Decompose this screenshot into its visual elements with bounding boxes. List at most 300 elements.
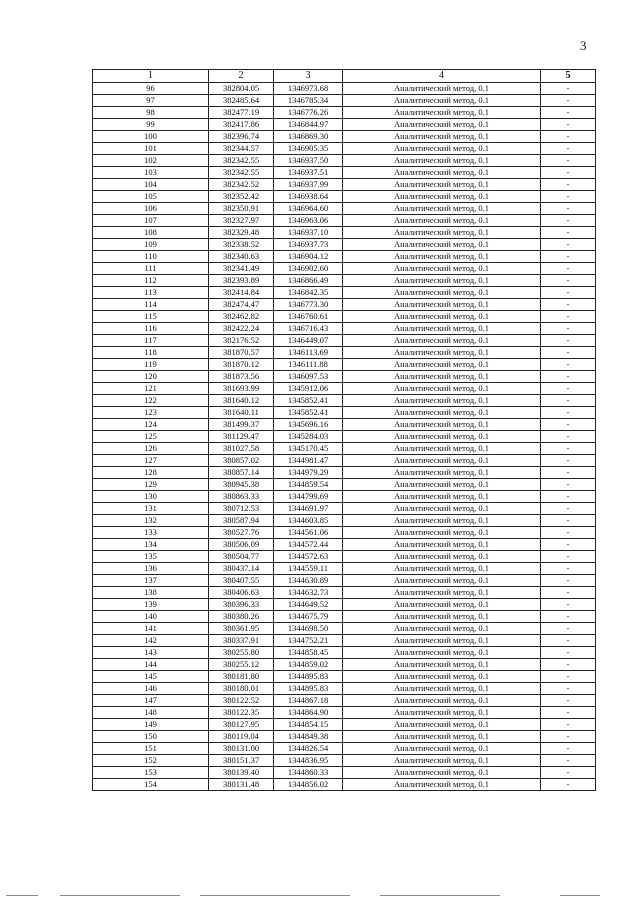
table-row: [93, 335, 596, 347]
table-cell-col-2: 381693.99: [209, 383, 274, 395]
table-row: [93, 779, 596, 791]
table-cell-col-1: 139: [93, 599, 209, 611]
table-cell-col-1: 101: [93, 143, 209, 155]
table-cell-col-4: Аналитический метод, 0.1: [343, 107, 541, 119]
table-cell-col-5: -: [541, 671, 596, 683]
table-cell-col-4: Аналитический метод, 0.1: [343, 179, 541, 191]
table-cell-col-4: Аналитический метод, 0.1: [343, 95, 541, 107]
table-cell-col-1: 125: [93, 431, 209, 443]
table-row: [93, 755, 596, 767]
table-cell-col-1: 114: [93, 299, 209, 311]
table-cell-col-5: -: [541, 239, 596, 251]
table-row: [93, 383, 596, 395]
table-cell-col-2: 382485.64: [209, 95, 274, 107]
table-row: [93, 719, 596, 731]
table-cell-col-2: 382342.55: [209, 155, 274, 167]
table-cell-col-5: -: [541, 107, 596, 119]
table-cell-col-3: 1345852.41: [274, 407, 343, 419]
table-cell-col-5: -: [541, 383, 596, 395]
table-row: [93, 455, 596, 467]
table-row: [93, 647, 596, 659]
table-row: [93, 683, 596, 695]
table-row: [93, 203, 596, 215]
table-cell-col-4: Аналитический метод, 0.1: [343, 131, 541, 143]
table-row: [93, 131, 596, 143]
table-cell-col-5: -: [541, 611, 596, 623]
table-cell-col-4: Аналитический метод, 0.1: [343, 539, 541, 551]
table-row: [93, 143, 596, 155]
table-cell-col-3: 1344860.33: [274, 767, 343, 779]
table-cell-col-2: 381640.11: [209, 407, 274, 419]
table-cell-col-1: 119: [93, 359, 209, 371]
table-cell-col-1: 141: [93, 623, 209, 635]
table-cell-col-2: 380380.26: [209, 611, 274, 623]
table-cell-col-4: Аналитический метод, 0.1: [343, 395, 541, 407]
table-cell-col-2: 380131.00: [209, 743, 274, 755]
table-cell-col-2: 382462.82: [209, 311, 274, 323]
table-cell-col-3: 1346937.51: [274, 167, 343, 179]
table-cell-col-2: 382329.48: [209, 227, 274, 239]
table-cell-col-3: 1344981.47: [274, 455, 343, 467]
table-row: [93, 179, 596, 191]
table-cell-col-3: 1346937.50: [274, 155, 343, 167]
table-cell-col-2: 380181.80: [209, 671, 274, 683]
table-cell-col-5: -: [541, 731, 596, 743]
table-cell-col-4: Аналитический метод, 0.1: [343, 311, 541, 323]
table-cell-col-5: -: [541, 563, 596, 575]
table-cell-col-2: 380131.48: [209, 779, 274, 791]
table-cell-col-1: 103: [93, 167, 209, 179]
table-body: [93, 83, 596, 791]
table-cell-col-1: 128: [93, 467, 209, 479]
table-cell-col-3: 1344979.29: [274, 467, 343, 479]
table-cell-col-1: 132: [93, 515, 209, 527]
table-cell-col-4: Аналитический метод, 0.1: [343, 683, 541, 695]
table-cell-col-1: 150: [93, 731, 209, 743]
table-cell-col-5: -: [541, 83, 596, 95]
table-cell-col-3: 1346449.07: [274, 335, 343, 347]
table-cell-col-3: 1344799.69: [274, 491, 343, 503]
table-cell-col-1: 123: [93, 407, 209, 419]
table-cell-col-1: 104: [93, 179, 209, 191]
table-cell-col-1: 152: [93, 755, 209, 767]
table-cell-col-2: 382176.52: [209, 335, 274, 347]
table-row: [93, 611, 596, 623]
table-cell-col-3: 1344836.95: [274, 755, 343, 767]
table-cell-col-3: 1344572.63: [274, 551, 343, 563]
table-cell-col-4: Аналитический метод, 0.1: [343, 143, 541, 155]
table-cell-col-4: Аналитический метод, 0.1: [343, 575, 541, 587]
table-cell-col-3: 1345170.45: [274, 443, 343, 455]
table-cell-col-4: Аналитический метод, 0.1: [343, 83, 541, 95]
table-cell-col-3: 1344632.73: [274, 587, 343, 599]
table-cell-col-5: -: [541, 143, 596, 155]
table-cell-col-2: 382338.52: [209, 239, 274, 251]
table-cell-col-5: -: [541, 587, 596, 599]
table-cell-col-1: 110: [93, 251, 209, 263]
table-cell-col-2: 380119.04: [209, 731, 274, 743]
table-cell-col-5: -: [541, 443, 596, 455]
table-cell-col-2: 382342.52: [209, 179, 274, 191]
table-cell-col-2: 380587.94: [209, 515, 274, 527]
table-cell-col-4: Аналитический метод, 0.1: [343, 299, 541, 311]
table-cell-col-5: -: [541, 623, 596, 635]
table-row: [93, 599, 596, 611]
table-cell-col-4: Аналитический метод, 0.1: [343, 275, 541, 287]
table-cell-col-3: 1346760.61: [274, 311, 343, 323]
table-cell-col-1: 144: [93, 659, 209, 671]
table-cell-col-5: -: [541, 455, 596, 467]
table-cell-col-1: 109: [93, 239, 209, 251]
table-cell-col-3: 1346844.97: [274, 119, 343, 131]
table-cell-col-1: 129: [93, 479, 209, 491]
table-cell-col-5: -: [541, 215, 596, 227]
table-cell-col-4: Аналитический метод, 0.1: [343, 215, 541, 227]
table-row: [93, 515, 596, 527]
table-cell-col-4: Аналитический метод, 0.1: [343, 431, 541, 443]
table-cell-col-3: 1344572.44: [274, 539, 343, 551]
table-cell-col-5: -: [541, 395, 596, 407]
table-cell-col-4: Аналитический метод, 0.1: [343, 479, 541, 491]
table-cell-col-3: 1346905.35: [274, 143, 343, 155]
table-cell-col-2: 380396.33: [209, 599, 274, 611]
table-cell-col-3: 1344859.54: [274, 479, 343, 491]
table-cell-col-3: 1346716.43: [274, 323, 343, 335]
footer-scan-lines: [0, 893, 640, 899]
table-cell-col-5: -: [541, 119, 596, 131]
table-cell-col-1: 153: [93, 767, 209, 779]
table-row: [93, 263, 596, 275]
table-cell-col-4: Аналитический метод, 0.1: [343, 167, 541, 179]
table-cell-col-3: 1345912.06: [274, 383, 343, 395]
table-cell-col-3: 1346904.12: [274, 251, 343, 263]
table-cell-col-1: 126: [93, 443, 209, 455]
table-cell-col-3: 1344859.02: [274, 659, 343, 671]
table-cell-col-2: 381870.12: [209, 359, 274, 371]
table-cell-col-1: 98: [93, 107, 209, 119]
table-cell-col-2: 381027.58: [209, 443, 274, 455]
table-row: [93, 395, 596, 407]
table-cell-col-4: Аналитический метод, 0.1: [343, 659, 541, 671]
table-cell-col-3: 1344752.21: [274, 635, 343, 647]
table-cell-col-1: 102: [93, 155, 209, 167]
table-cell-col-5: -: [541, 203, 596, 215]
table-cell-col-3: 1344675.79: [274, 611, 343, 623]
table-row: [93, 227, 596, 239]
table-cell-col-4: Аналитический метод, 0.1: [343, 251, 541, 263]
table-cell-col-1: 122: [93, 395, 209, 407]
coordinates-table: [92, 69, 596, 791]
table-row: [93, 731, 596, 743]
table-cell-col-5: -: [541, 299, 596, 311]
table-cell-col-3: 1346937.73: [274, 239, 343, 251]
table-cell-col-5: -: [541, 467, 596, 479]
table-cell-col-4: Аналитический метод, 0.1: [343, 383, 541, 395]
table-cell-col-2: 382344.57: [209, 143, 274, 155]
table-cell-col-2: 380139.40: [209, 767, 274, 779]
table-cell-col-2: 381870.57: [209, 347, 274, 359]
table-cell-col-2: 382341.49: [209, 263, 274, 275]
table-row: [93, 491, 596, 503]
table-row: [93, 107, 596, 119]
header-col-4: 4: [343, 70, 541, 83]
table-cell-col-3: 1344864.90: [274, 707, 343, 719]
table-cell-col-3: 1344856.02: [274, 779, 343, 791]
table-cell-col-4: Аналитический метод, 0.1: [343, 731, 541, 743]
table-row: [93, 299, 596, 311]
table-cell-col-1: 112: [93, 275, 209, 287]
table-cell-col-5: -: [541, 767, 596, 779]
table-cell-col-5: -: [541, 479, 596, 491]
table-cell-col-3: 1344858.45: [274, 647, 343, 659]
table-row: [93, 95, 596, 107]
table-cell-col-1: 113: [93, 287, 209, 299]
table-cell-col-4: Аналитический метод, 0.1: [343, 599, 541, 611]
table-cell-col-1: 107: [93, 215, 209, 227]
table-cell-col-3: 1344559.11: [274, 563, 343, 575]
table-cell-col-2: 382477.19: [209, 107, 274, 119]
table-cell-col-5: -: [541, 635, 596, 647]
table-cell-col-3: 1346869.30: [274, 131, 343, 143]
table-cell-col-4: Аналитический метод, 0.1: [343, 695, 541, 707]
table-cell-col-3: 1346866.49: [274, 275, 343, 287]
table-row: [93, 287, 596, 299]
table-cell-col-3: 1344849.38: [274, 731, 343, 743]
table-cell-col-1: 124: [93, 419, 209, 431]
table-cell-col-3: 1346973.68: [274, 83, 343, 95]
table-cell-col-5: -: [541, 539, 596, 551]
table-row: [93, 155, 596, 167]
table-cell-col-1: 140: [93, 611, 209, 623]
table-cell-col-1: 149: [93, 719, 209, 731]
table-cell-col-5: -: [541, 251, 596, 263]
table-cell-col-1: 108: [93, 227, 209, 239]
table-cell-col-5: -: [541, 155, 596, 167]
table-row: [93, 443, 596, 455]
table-cell-col-4: Аналитический метод, 0.1: [343, 503, 541, 515]
table-cell-col-4: Аналитический метод, 0.1: [343, 443, 541, 455]
table-cell-col-2: 380504.77: [209, 551, 274, 563]
table-cell-col-1: 105: [93, 191, 209, 203]
table-cell-col-3: 1345284.03: [274, 431, 343, 443]
table-cell-col-2: 380180.01: [209, 683, 274, 695]
table-cell-col-3: 1344649.52: [274, 599, 343, 611]
table-cell-col-3: 1346113.69: [274, 347, 343, 359]
table-row: [93, 359, 596, 371]
table-cell-col-1: 118: [93, 347, 209, 359]
table-cell-col-5: -: [541, 647, 596, 659]
table-cell-col-2: 380255.80: [209, 647, 274, 659]
table-cell-col-2: 381873.56: [209, 371, 274, 383]
table-cell-col-3: 1346938.64: [274, 191, 343, 203]
table-cell-col-2: 382340.63: [209, 251, 274, 263]
table-cell-col-2: 380857.14: [209, 467, 274, 479]
table-cell-col-2: 380945.38: [209, 479, 274, 491]
table-cell-col-4: Аналитический метод, 0.1: [343, 323, 541, 335]
table-row: [93, 743, 596, 755]
table-cell-col-2: 380506.09: [209, 539, 274, 551]
table-cell-col-5: -: [541, 323, 596, 335]
table-row: [93, 707, 596, 719]
table-cell-col-2: 380361.95: [209, 623, 274, 635]
table-cell-col-2: 380527.76: [209, 527, 274, 539]
table-cell-col-4: Аналитический метод, 0.1: [343, 227, 541, 239]
table-cell-col-2: 380863.33: [209, 491, 274, 503]
header-col-2: 2: [209, 70, 274, 83]
table-cell-col-2: 380151.37: [209, 755, 274, 767]
table-cell-col-2: 381129.47: [209, 431, 274, 443]
table-cell-col-5: -: [541, 179, 596, 191]
table-cell-col-4: Аналитический метод, 0.1: [343, 767, 541, 779]
table-cell-col-2: 381499.37: [209, 419, 274, 431]
table-cell-col-5: -: [541, 695, 596, 707]
table-cell-col-4: Аналитический метод, 0.1: [343, 623, 541, 635]
table-cell-col-1: 137: [93, 575, 209, 587]
table-row: [93, 275, 596, 287]
table-cell-col-2: 380122.52: [209, 695, 274, 707]
table-row: [93, 767, 596, 779]
table-cell-col-2: 382352.42: [209, 191, 274, 203]
table-row: [93, 167, 596, 179]
table-cell-col-5: -: [541, 359, 596, 371]
table-cell-col-5: -: [541, 263, 596, 275]
table-cell-col-5: -: [541, 779, 596, 791]
table-cell-col-5: -: [541, 191, 596, 203]
table-row: [93, 479, 596, 491]
table-cell-col-2: 380122.35: [209, 707, 274, 719]
table-cell-col-2: 381640.12: [209, 395, 274, 407]
table-cell-col-2: 382417.86: [209, 119, 274, 131]
table-cell-col-3: 1344603.85: [274, 515, 343, 527]
table-cell-col-4: Аналитический метод, 0.1: [343, 407, 541, 419]
table-cell-col-1: 130: [93, 491, 209, 503]
table-cell-col-3: 1345696.16: [274, 419, 343, 431]
table-row: [93, 371, 596, 383]
table-cell-col-5: -: [541, 431, 596, 443]
table-cell-col-1: 131: [93, 503, 209, 515]
table-cell-col-2: 382393.89: [209, 275, 274, 287]
table-cell-col-3: 1346902.60: [274, 263, 343, 275]
table-row: [93, 239, 596, 251]
table-cell-col-4: Аналитический метод, 0.1: [343, 359, 541, 371]
table-cell-col-3: 1344895.83: [274, 671, 343, 683]
table-cell-col-4: Аналитический метод, 0.1: [343, 335, 541, 347]
table-cell-col-4: Аналитический метод, 0.1: [343, 779, 541, 791]
table-cell-col-1: 117: [93, 335, 209, 347]
table-cell-col-1: 148: [93, 707, 209, 719]
table-row: [93, 467, 596, 479]
table-cell-col-4: Аналитический метод, 0.1: [343, 371, 541, 383]
table-cell-col-3: 1346776.26: [274, 107, 343, 119]
table-cell-col-1: 146: [93, 683, 209, 695]
table-cell-col-5: -: [541, 515, 596, 527]
table-row: [93, 215, 596, 227]
table-row: [93, 623, 596, 635]
table-cell-col-1: 120: [93, 371, 209, 383]
table-cell-col-4: Аналитический метод, 0.1: [343, 239, 541, 251]
table-cell-col-2: 380857.02: [209, 455, 274, 467]
header-col-3: 3: [274, 70, 343, 83]
table-cell-col-4: Аналитический метод, 0.1: [343, 347, 541, 359]
table-cell-col-1: 142: [93, 635, 209, 647]
table-cell-col-5: -: [541, 287, 596, 299]
table-cell-col-5: -: [541, 407, 596, 419]
table-cell-col-1: 99: [93, 119, 209, 131]
table-cell-col-1: 133: [93, 527, 209, 539]
table-cell-col-5: -: [541, 683, 596, 695]
table-cell-col-3: 1344826.54: [274, 743, 343, 755]
table-row: [93, 83, 596, 95]
table-row: [93, 419, 596, 431]
table-cell-col-1: 154: [93, 779, 209, 791]
table-row: [93, 575, 596, 587]
header-col-5: 5: [541, 70, 596, 83]
table-cell-col-3: 1345852.41: [274, 395, 343, 407]
table-cell-col-4: Аналитический метод, 0.1: [343, 515, 541, 527]
table-cell-col-2: 380127.95: [209, 719, 274, 731]
table-row: [93, 347, 596, 359]
table-cell-col-5: -: [541, 275, 596, 287]
table-cell-col-3: 1344895.83: [274, 683, 343, 695]
table-cell-col-5: -: [541, 719, 596, 731]
table-cell-col-2: 382350.91: [209, 203, 274, 215]
table-cell-col-4: Аналитический метод, 0.1: [343, 491, 541, 503]
table-cell-col-1: 97: [93, 95, 209, 107]
table-cell-col-4: Аналитический метод, 0.1: [343, 635, 541, 647]
table-cell-col-3: 1346773.30: [274, 299, 343, 311]
table-cell-col-4: Аналитический метод, 0.1: [343, 647, 541, 659]
table-cell-col-1: 116: [93, 323, 209, 335]
table-cell-col-4: Аналитический метод, 0.1: [343, 467, 541, 479]
table-cell-col-5: -: [541, 491, 596, 503]
table-cell-col-2: 382422.24: [209, 323, 274, 335]
table-row: [93, 323, 596, 335]
table-cell-col-5: -: [541, 347, 596, 359]
table-cell-col-5: -: [541, 659, 596, 671]
header-col-1: 1: [93, 70, 209, 83]
table-row: [93, 311, 596, 323]
table-cell-col-5: -: [541, 599, 596, 611]
table-cell-col-1: 115: [93, 311, 209, 323]
table-row: [93, 119, 596, 131]
table-cell-col-1: 136: [93, 563, 209, 575]
table-cell-col-3: 1346963.06: [274, 215, 343, 227]
table-cell-col-4: Аналитический метод, 0.1: [343, 287, 541, 299]
table-cell-col-3: 1346842.35: [274, 287, 343, 299]
table-cell-col-4: Аналитический метод, 0.1: [343, 755, 541, 767]
table-cell-col-1: 143: [93, 647, 209, 659]
table-cell-col-3: 1346785.34: [274, 95, 343, 107]
table-cell-col-2: 382414.84: [209, 287, 274, 299]
table-cell-col-3: 1344691.97: [274, 503, 343, 515]
table-cell-col-4: Аналитический метод, 0.1: [343, 551, 541, 563]
table-cell-col-1: 100: [93, 131, 209, 143]
table-cell-col-1: 127: [93, 455, 209, 467]
table-row: [93, 251, 596, 263]
table-cell-col-1: 111: [93, 263, 209, 275]
table-cell-col-4: Аналитический метод, 0.1: [343, 119, 541, 131]
table-cell-col-4: Аналитический метод, 0.1: [343, 155, 541, 167]
table-header-row: [93, 70, 596, 83]
table-row: [93, 695, 596, 707]
table-cell-col-1: 121: [93, 383, 209, 395]
table-cell-col-3: 1344867.18: [274, 695, 343, 707]
table-cell-col-5: -: [541, 131, 596, 143]
table-cell-col-1: 96: [93, 83, 209, 95]
table-cell-col-2: 382327.97: [209, 215, 274, 227]
table-cell-col-1: 135: [93, 551, 209, 563]
table-row: [93, 503, 596, 515]
